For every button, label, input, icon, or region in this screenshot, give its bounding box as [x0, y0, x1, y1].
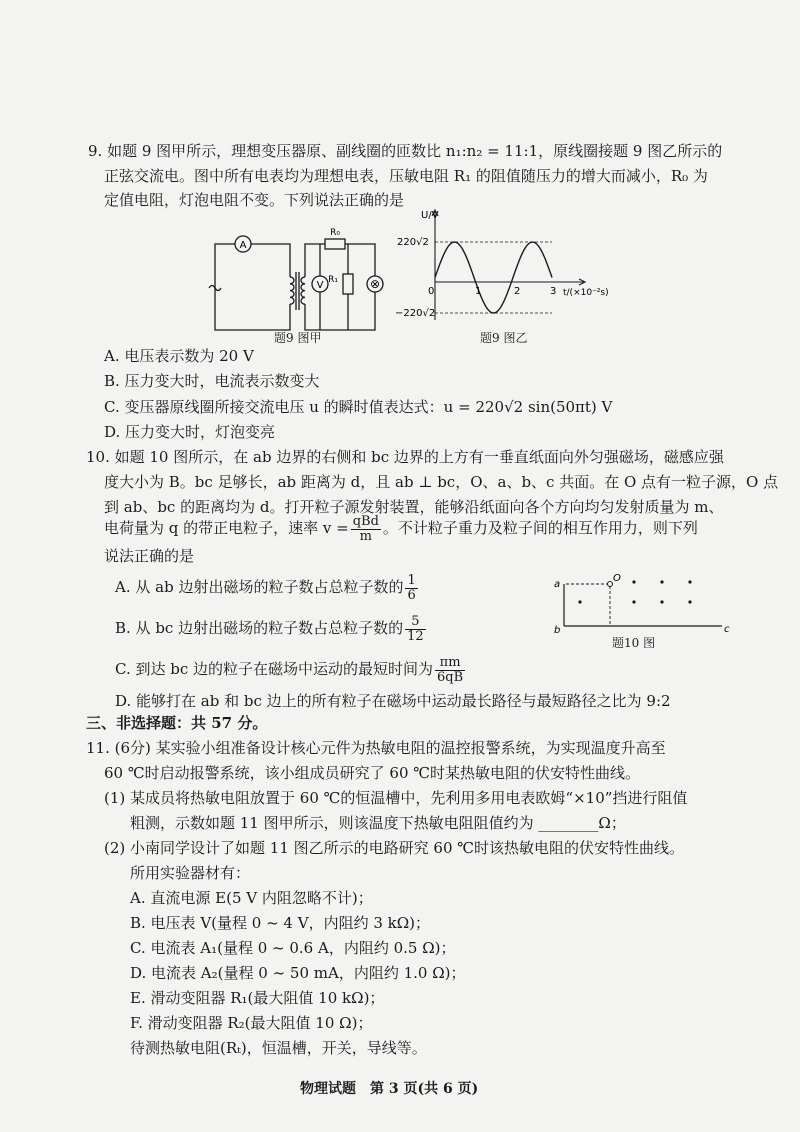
option-c-fraction: $\frac{\pi m}{6qB}$ [437, 654, 464, 685]
q9-waveform-chart [395, 205, 625, 330]
sine-wave-curve [435, 242, 552, 313]
q10-line4-pre: 电荷量为 q 的带正电粒子，速率 v = [104, 519, 349, 537]
q9-fig-a-caption: 题9 图甲 [274, 331, 322, 345]
q9-line2: 正弦交流电。图中所有电表均为理想电表，压敏电阻 R₁ 的阻值随压力的增大而减小，R₀ 为 [104, 167, 708, 185]
x-axis-label: t/(×10⁻²s) [563, 288, 609, 298]
equipment-item-b: B. 电压表 V(量程 0 ~ 4 V，内阻约 3 kΩ)； [130, 914, 431, 932]
q10-option-b: B. 从 bc 边射出磁场的粒子数占总粒子数的 $\frac{5}{12}$ [115, 613, 424, 644]
y-tick-top: 220√2 [397, 237, 429, 248]
voltmeter-label: V [316, 280, 324, 291]
q10-option-c: C. 到达 bc 边的粒子在磁场中运动的最短时间为 $\frac{\pi m}{6qB}$ [115, 654, 464, 685]
q9-line3: 定值电阻，灯泡电阻不变。下列说法正确的是 [104, 191, 405, 209]
origin-label: 0 [428, 286, 435, 297]
point-b-label: b [554, 625, 561, 636]
q10-line1: 10. 如题 10 图所示，在 ab 边界的右侧和 bc 边界的上方有一垂直纸面向外匀强磁场，磁感应强 [86, 448, 724, 466]
y-axis-label: U/V [421, 210, 439, 221]
point-a-label: a [554, 579, 561, 590]
x-tick-3: 3 [550, 286, 557, 297]
equipment-item-a: A. 直流电源 E(5 V 内阻忽略不计)； [130, 889, 373, 907]
equipment-item-d: D. 电流表 A₂(量程 0 ~ 50 mA，内阻约 1.0 Ω)； [130, 964, 466, 982]
source-point-o [608, 582, 613, 587]
point-c-label: c [724, 624, 730, 635]
q11-part2-line1: (2) 小南同学设计了如题 11 图乙所示的电路研究 60 ℃时该热敏电阻的伏安特性曲线。 [104, 839, 685, 857]
q9-fig-b-caption: 题9 图乙 [480, 331, 528, 345]
q10-line5: 说法正确的是 [104, 547, 195, 565]
q11-part2-line2: 所用实验器材有： [130, 864, 251, 882]
q10-line4-post: 。不计粒子重力及粒子间的相互作用力，则下列 [382, 519, 698, 537]
x-tick-2: 2 [514, 286, 521, 297]
q9-line1: 9. 如题 9 图甲所示，理想变压器原、副线圈的匝数比 n₁:n₂ = 11:1，原线圈接题 9 图乙所示的 [88, 142, 723, 160]
option-b-fraction: $\frac{5}{12}$ [407, 613, 424, 644]
equipment-item-other: 待测热敏电阻(Rₜ)，恒温槽，开关，导线等。 [130, 1039, 427, 1057]
section-3-heading: 三、非选择题：共 57 分。 [86, 714, 268, 732]
q9-option-c: C. 变压器原线圈所接交流电压 u 的瞬时值表达式：u = 220√2 sin(50πt) V [104, 398, 613, 416]
q10-fig-caption: 题10 图 [612, 636, 656, 650]
q11-part1-line2: 粗测，示数如题 11 图甲所示，则该温度下热敏电阻阻值约为 ________Ω； [130, 814, 626, 832]
y-tick-bottom: −220√2 [395, 308, 436, 319]
ammeter-label: A [239, 240, 247, 251]
option-a-fraction: $\frac{1}{6}$ [407, 572, 416, 603]
equipment-item-c: C. 电流表 A₁(量程 0 ~ 0.6 A，内阻约 0.5 Ω)； [130, 939, 456, 957]
q10-line3: 到 ab、bc 的距离均为 d。打开粒子源发射装置，能够沿纸面向各个方向均匀发射质量为 m、 [104, 498, 724, 516]
q9-option-a: A. 电压表示数为 20 V [104, 347, 254, 365]
equipment-item-f: F. 滑动变阻器 R₂(最大阻值 10 Ω)； [130, 1014, 373, 1032]
q11-part1-line1: (1) 某成员将热敏电阻放置于 60 ℃的恒温槽中，先利用多用电表欧姆“×10”挡进行阻值 [104, 789, 688, 807]
x-tick-1: 1 [475, 286, 482, 297]
q10-option-d: D. 能够打在 ab 和 bc 边上的所有粒子在磁场中运动最长路径与最短路径之比为 9:2 [115, 692, 671, 710]
q10-field-figure [552, 570, 732, 640]
q11-line1: 11. (6分) 某实验小组准备设计核心元件为热敏电阻的温控报警系统，为实现温度升高至 [86, 739, 666, 757]
speed-fraction: $\frac{\text{qBd}}{m}$ [352, 513, 379, 544]
q9-option-d: D. 压力变大时，灯泡变亮 [104, 423, 276, 441]
r1-label: R₁ [328, 275, 338, 285]
q10-line4 [104, 510, 698, 546]
equipment-item-e: E. 滑动变阻器 R₁(最大阻值 10 kΩ)； [130, 989, 385, 1007]
r0-label: R₀ [330, 228, 340, 238]
point-o-label: O [613, 573, 621, 584]
q11-line2: 60 ℃时启动报警系统，该小组成员研究了 60 ℃时某热敏电阻的伏安特性曲线。 [104, 764, 641, 782]
q10-line2: 度大小为 B。bc 足够长，ab 距离为 d，且 ab ⊥ bc，O、a、b、c 共面。在 O 点有一粒子源，O 点 [104, 473, 779, 491]
field-dots [578, 580, 691, 603]
lamp-icon: ⊗ [369, 277, 381, 291]
q9-option-b: B. 压力变大时，电流表示数变大 [104, 372, 320, 390]
page-footer: 物理试题 第 3 页(共 6 页) [300, 1081, 479, 1097]
q10-option-a: A. 从 ab 边射出磁场的粒子数占总粒子数的 $\frac{1}{6}$ [115, 572, 416, 603]
